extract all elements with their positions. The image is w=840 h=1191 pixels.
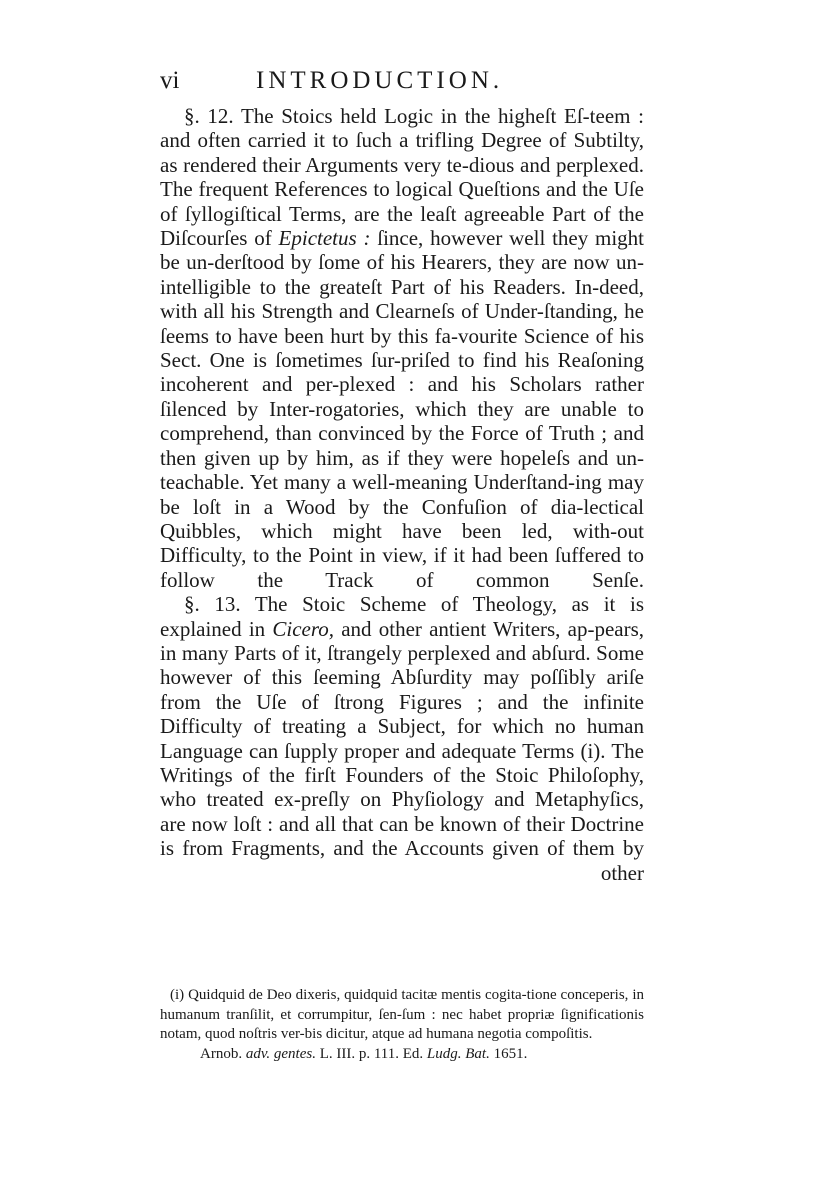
- paragraph-13-rest: and other antient Writers, ap-pears, in many Parts of it, ſtrangely perplexed and abſurd. Some however of this ſeeming Abſurdity may poſſibly ariſe from the Uſe of ſtrong Figures ; and the infinite Difficulty of treating a Subject, for which no human Language can ſupply proper and adequate Terms (i). The Writings of the firſt Founders of the Stoic Philoſophy, who treated ex-preſly on Phyſiology and Metaphyſics, are now loſt : and all that can be known of their Doctrine is from Fragments, and the Accounts given of them by: [160, 616, 645, 861]
- citation-edition: Ludg. Bat.: [426, 1045, 490, 1062]
- paragraph-13-lead: §. 13. The Stoic Scheme of Theology, as it is explained in: [160, 592, 644, 641]
- paragraph-12-italic: Epictetus :: [278, 226, 371, 251]
- page-number: vi: [160, 67, 180, 94]
- paragraph-13: [160, 592, 644, 860]
- footnote-citation: [160, 1045, 644, 1065]
- citation-author: Arnob.: [200, 1045, 243, 1062]
- paragraph-12: [160, 104, 644, 592]
- footnote-text: (i) Quidquid de Deo dixeris, quidquid tacitæ mentis cogita-tione conceperis, in humanum tranſilit, et corrumpitur, ſen-ſum : nec habet propriæ ſignificationis notam, quod noſtris ver-bis dicitur, atque ad humana negotia compoſitis.: [160, 987, 644, 1042]
- running-title: INTRODUCTION.: [256, 67, 504, 94]
- citation-year: 1651.: [493, 1045, 528, 1062]
- main-text: [160, 104, 644, 885]
- paragraph-12-rest: ſince, however well they might be un-derſtood by ſome of his Hearers, they are now un-intelligible to the greateſt Part of his Readers. In-deed, with all his Strength and Clearneſs of Under-ſtanding, he ſeems to have been hurt by this fa-vourite Science of his Sect. One is ſometimes ſur-priſed to find his Reaſoning incoherent and per-plexed : and his Scholars rather ſilenced by Inter-rogatories, which they are unable to comprehend, than convinced by the Force of Truth ; and then given up by him, as if they were hopeleſs and un-teachable. Yet many a well-meaning Underſtand-ing may be loſt in a Wood by the Confuſion of dia-lectical Quibbles, which might have been led, with-out Difficulty, to the Point in view, if it had been ſuffered to follow the Track of common Senſe.: [160, 226, 645, 592]
- paragraph-12-lead: §. 12. The Stoics held Logic in the higheſt Eſ-teem : and often carried it to ſuch a trifling Degree of Subtilty, as rendered their Arguments very te-dious and perplexed. The frequent References to logical Queſtions and the Uſe of ſyllogiſtical Terms, are the leaſt agreeable Part of the Diſcourſes of: [160, 104, 644, 251]
- paragraph-13-italic: Cicero,: [272, 616, 335, 641]
- footnote: [160, 986, 644, 1064]
- catchword: other: [600, 860, 644, 885]
- citation-work: adv. gentes.: [245, 1045, 316, 1062]
- citation-reference: L. III. p. 111. Ed.: [319, 1045, 424, 1062]
- page-header: [160, 66, 660, 96]
